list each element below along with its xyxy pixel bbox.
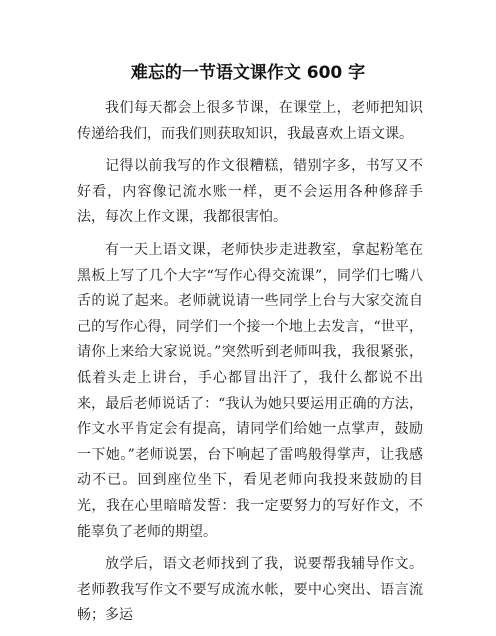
paragraph-2: 记得以前我写的作文很糟糕，错别字多，书写又不好看，内容像记流水账一样，更不会运用各种修辞手法，每次上作文课，我都很害怕。 bbox=[77, 158, 423, 226]
document-title: 难忘的一节语文课作文 600 字 bbox=[130, 63, 366, 83]
paragraph-1: 我们每天都会上很多节课，在课堂上，老师把知识传递给我们，而我们则获取知识，我最喜欢上语文课。 bbox=[77, 100, 423, 142]
paragraph-4: 放学后，语文老师找到了我，说要帮我辅导作文。老师教我写作文不要写成流水帐，要中心突出、语言流畅；多运 bbox=[77, 556, 423, 624]
paragraph-3: 有一天上语文课，老师快步走进教室，拿起粉笔在黑板上写了几个大字“写作心得交流课”，同学们七嘴八舌的说了起来。老师就说请一些同学上台与大家交流自己的写作心得，同学们一个接一个地上去发言，“世平，请你上来给大家说说。”突然听到老师叫我，我很紧张，低着头走上讲台，手心都冒出汗了，我什么都说不出来，最后老师说话了：“我认为她只要运用正确的方法，作文水平肯定会有提高，请同学们给她一点掌声，鼓励一下她。”老师说罢，台下响起了雷鸣般得掌声，让我感动不已。回到座位坐下，看见老师向我投来鼓励的目光，我在心里暗暗发誓：我一定要努力的写好作文，不能辜负了老师的期望。 bbox=[77, 241, 423, 540]
document-body bbox=[77, 96, 423, 636]
